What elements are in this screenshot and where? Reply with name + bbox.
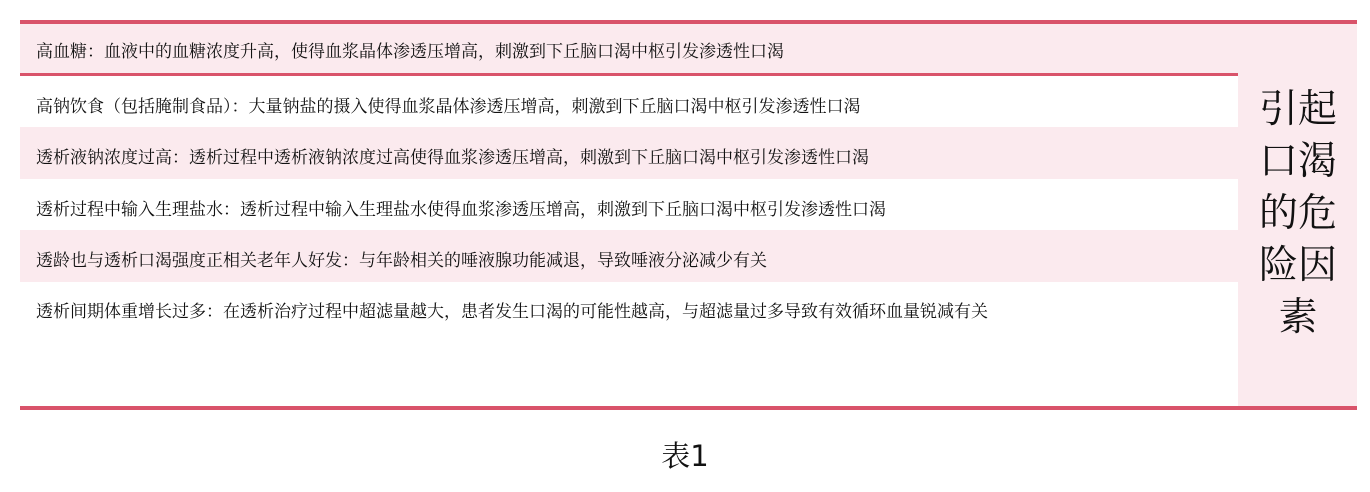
- risk-factor-table: [20, 20, 1357, 410]
- row-text: 高钠饮食（包括腌制食品）：大量钠盐的摄入使得血浆晶体渗透压增高，刺激到下丘脑口渴中枢引发渗透性口渴: [36, 97, 861, 117]
- table-row: [20, 282, 1238, 406]
- table-row: [20, 76, 1238, 127]
- table-row: [20, 24, 1238, 73]
- table-row: [20, 179, 1238, 230]
- row-text: 透析过程中输入生理盐水：透析过程中输入生理盐水使得血浆渗透压增高，刺激到下丘脑口渴中枢引发渗透性口渴: [36, 200, 886, 220]
- row-text: 高血糖：血液中的血糖浓度升高，使得血浆晶体渗透压增高，刺激到下丘脑口渴中枢引发渗透性口渴: [36, 42, 784, 62]
- row-text: 透析液钠浓度过高：透析过程中透析液钠浓度过高使得血浆渗透压增高，刺激到下丘脑口渴中枢引发渗透性口渴: [36, 148, 869, 168]
- side-title: 引起口渴的危险因素: [1258, 87, 1337, 340]
- table-row: [20, 230, 1238, 282]
- side-title-cell: [1238, 24, 1357, 406]
- table-caption: 表1: [661, 439, 709, 473]
- row-text: 透龄也与透析口渴强度正相关老年人好发：与年龄相关的唾液腺功能减退，导致唾液分泌减少有关: [36, 251, 767, 271]
- table-row: [20, 127, 1238, 179]
- row-text: 透析间期体重增长过多：在透析治疗过程中超滤量越大，患者发生口渴的可能性越高，与超滤量过多导致有效循环血量锐减有关: [36, 302, 988, 322]
- table-bottom-border: [20, 406, 1357, 410]
